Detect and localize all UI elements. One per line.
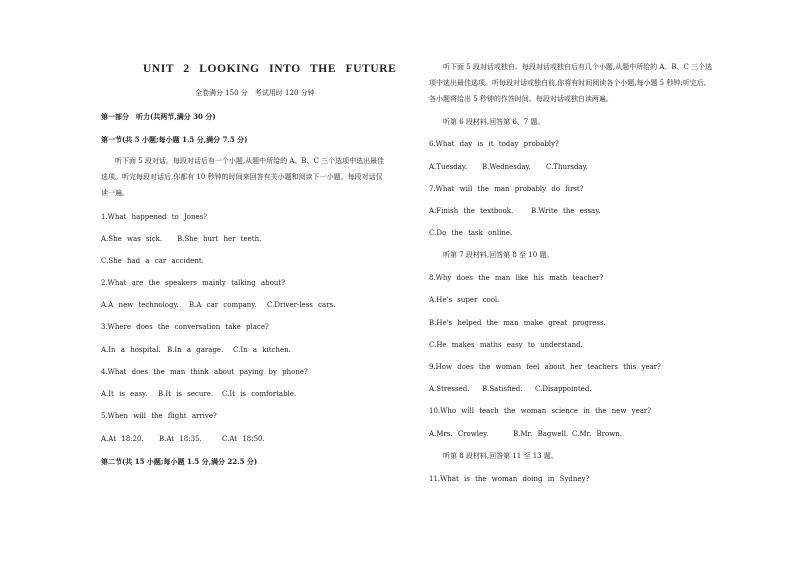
option-a: A.Stressed. — [429, 385, 470, 393]
option-b: B.Write the essay. — [531, 207, 601, 215]
option-c: C.He makes maths easy to understand. — [429, 341, 583, 349]
material-heading: 听第 7 段材料,回答第 8 至 10 题。 — [443, 251, 554, 259]
option-a: A.It is easy. — [101, 390, 148, 398]
instructions-line: 选项。听完每段对话后,你都有 10 秒钟的时间来回答有关小题和阅读下一小题。每段对话仅 — [101, 173, 383, 181]
option-c: C.Driver-less cars. — [267, 301, 336, 309]
page-subtitle: 全卷满分 150 分 考试用时 120 分钟 — [195, 89, 315, 97]
option-c: C.Thursday. — [546, 163, 588, 171]
section-heading: 第一节(共 5 小题;每小题 1.5 分,满分 7.5 分) — [101, 135, 248, 144]
option-b: B.It is secure. — [158, 390, 214, 398]
option-c: C.In a kitchen. — [233, 346, 291, 354]
option-c: C.Mr. Brown. — [572, 430, 622, 438]
option-b: B.Mr. Bagwell. — [513, 430, 569, 438]
section-heading: 第二节(共 15 小题;每小题 1.5 分,满分 22.5 分) — [101, 457, 258, 466]
option-b: B.A car company. — [189, 301, 257, 309]
question-10: 10.Who will teach the woman science in the new year? — [429, 407, 652, 415]
option-c: C.At 18:50. — [222, 435, 265, 443]
question-7: 7.What will the man probably do first? — [429, 185, 584, 193]
instructions-line: 听下面 5 段对话。每段对话后有一个小题,从题中所给的 A、B、C 三个选项中选出最佳 — [115, 157, 385, 165]
option-c: C.Do the task online. — [429, 229, 513, 237]
question-8: 8.Why does the man like his math teacher? — [429, 274, 604, 282]
page-title: UNIT 2 LOOKING INTO THE FUTURE — [143, 63, 397, 75]
question-4: 4.What does the man think about paying by phone? — [101, 368, 308, 376]
option-a: A.In a hospital. — [101, 346, 161, 354]
instructions-line: 读一遍。 — [101, 189, 129, 197]
option-c: C.She had a car accident. — [101, 257, 204, 265]
option-b: B.Wednesday. — [482, 163, 531, 171]
option-b: B.He's helped the man make great progress. — [429, 319, 606, 327]
question-5: 5.When will the flight arrive? — [101, 412, 217, 420]
option-b: B.In a garage. — [167, 346, 224, 354]
question-2: 2.What are the speakers mainly talking about? — [101, 279, 285, 287]
option-a: A.At 18:20. — [101, 435, 144, 443]
question-6: 6.What day is it today probably? — [429, 140, 559, 148]
material-heading: 听第 6 段材料,回答第 6、7 题。 — [443, 118, 545, 126]
question-1: 1.What happened to Jones? — [101, 213, 208, 221]
option-a: A.Tuesday. — [429, 163, 468, 171]
part-heading: 第一部分 听力(共两节,满分 30 分) — [101, 112, 216, 121]
option-a: A.Mrs. Crowley. — [429, 430, 489, 438]
option-c: C.Disappointed. — [535, 385, 592, 393]
instructions-line: 项中选出最佳选项。听每段对话或独白前,你将有时间阅读各个小题,每小题 5 秒钟;听完后, — [429, 79, 706, 87]
material-heading: 听第 8 段材料,回答第 11 至 13 题。 — [443, 452, 558, 460]
instructions-line: 听下面 5 段对话或独白。每段对话或独白后有几个小题,从题中所给的 A、B、C 三个选 — [443, 63, 713, 71]
option-b: B.Satisfied. — [482, 385, 523, 393]
option-c: C.It is comfortable. — [222, 390, 297, 398]
option-a: A.She was sick. — [101, 235, 163, 243]
question-9: 9.How does the woman feel about her teachers this year? — [429, 363, 661, 371]
option-a: A.He's super cool. — [429, 296, 500, 304]
question-11: 11.What is the woman doing in Sydney? — [429, 475, 590, 483]
instructions-line: 各小题将给出 5 秒钟的作答时间。每段对话或独白读两遍。 — [429, 95, 613, 103]
option-a: A.Finish the textbook. — [429, 207, 514, 215]
option-a: A.A new technology. — [101, 301, 179, 309]
question-3: 3.Where does the conversation take place? — [101, 323, 269, 331]
option-b: B.She hurt her teeth. — [177, 235, 262, 243]
option-b: B.At 18:35. — [159, 435, 202, 443]
